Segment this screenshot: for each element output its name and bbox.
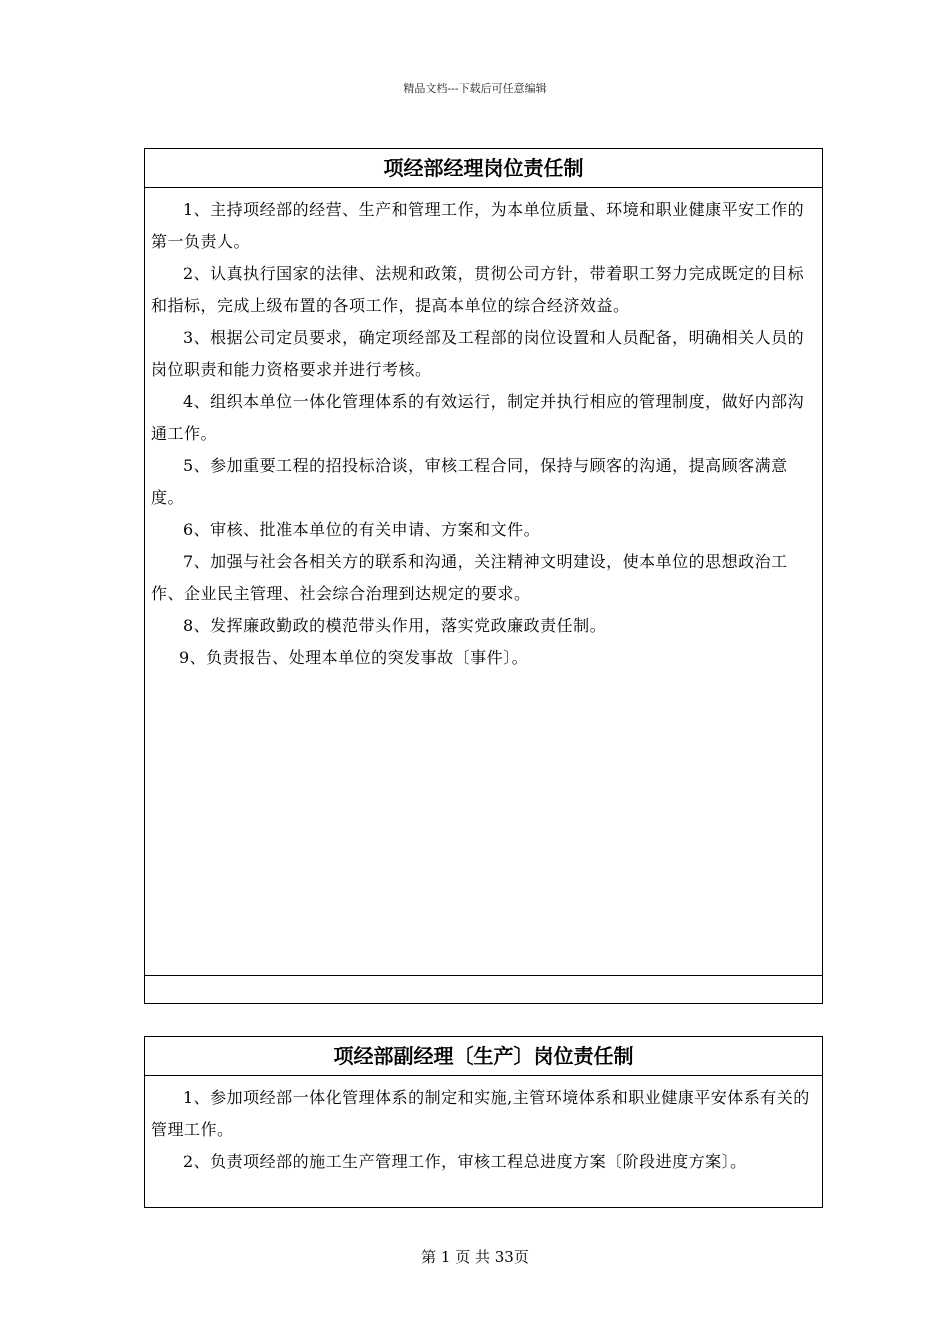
duty-item: 3、根据公司定员要求，确定项经部及工程部的岗位设置和人员配备，明确相关人员的岗位职责和能力资格要求并进行考核。: [151, 328, 805, 379]
page-number: 第 1 页 共 33页: [421, 1248, 529, 1266]
section-body: [145, 188, 822, 674]
page-header: 精品文档---下载后可任意编辑: [403, 82, 547, 95]
empty-table-row: [145, 975, 822, 1003]
section-deputy-manager-duties: [144, 1036, 823, 1208]
duty-item: 7、加强与社会各相关方的联系和沟通，关注精神文明建设，使本单位的思想政治工作、企业民主管理、社会综合治理到达规定的要求。: [151, 552, 788, 603]
duty-item: 9、负责报告、处理本单位的突发事故〔事件〕。: [179, 648, 529, 667]
duty-item: 8、发挥廉政勤政的模范带头作用，落实党政廉政责任制。: [183, 616, 607, 635]
section-title: 项经部副经理〔生产〕岗位责任制: [145, 1037, 822, 1076]
duty-item: 1、参加项经部一体化管理体系的制定和实施,主管环境体系和职业健康平安体系有关的管理工作。: [151, 1088, 810, 1139]
duty-item: 6、审核、批准本单位的有关申请、方案和文件。: [183, 520, 541, 539]
section-body: [145, 1076, 822, 1178]
duty-item: 4、组织本单位一体化管理体系的有效运行，制定并执行相应的管理制度，做好内部沟通工作。: [151, 392, 805, 443]
duty-item: 5、参加重要工程的招投标洽谈，审核工程合同，保持与顾客的沟通，提高顾客满意度。: [151, 456, 788, 507]
duty-item: 2、负责项经部的施工生产管理工作，审核工程总进度方案〔阶段进度方案〕。: [183, 1152, 747, 1171]
section-manager-duties: [144, 148, 823, 1004]
duty-item: 2、认真执行国家的法律、法规和政策，贯彻公司方针，带着职工努力完成既定的目标和指标，完成上级布置的各项工作，提高本单位的综合经济效益。: [151, 264, 805, 315]
duty-item: 1、主持项经部的经营、生产和管理工作，为本单位质量、环境和职业健康平安工作的第一负责人。: [151, 200, 805, 251]
section-title: 项经部经理岗位责任制: [145, 149, 822, 188]
